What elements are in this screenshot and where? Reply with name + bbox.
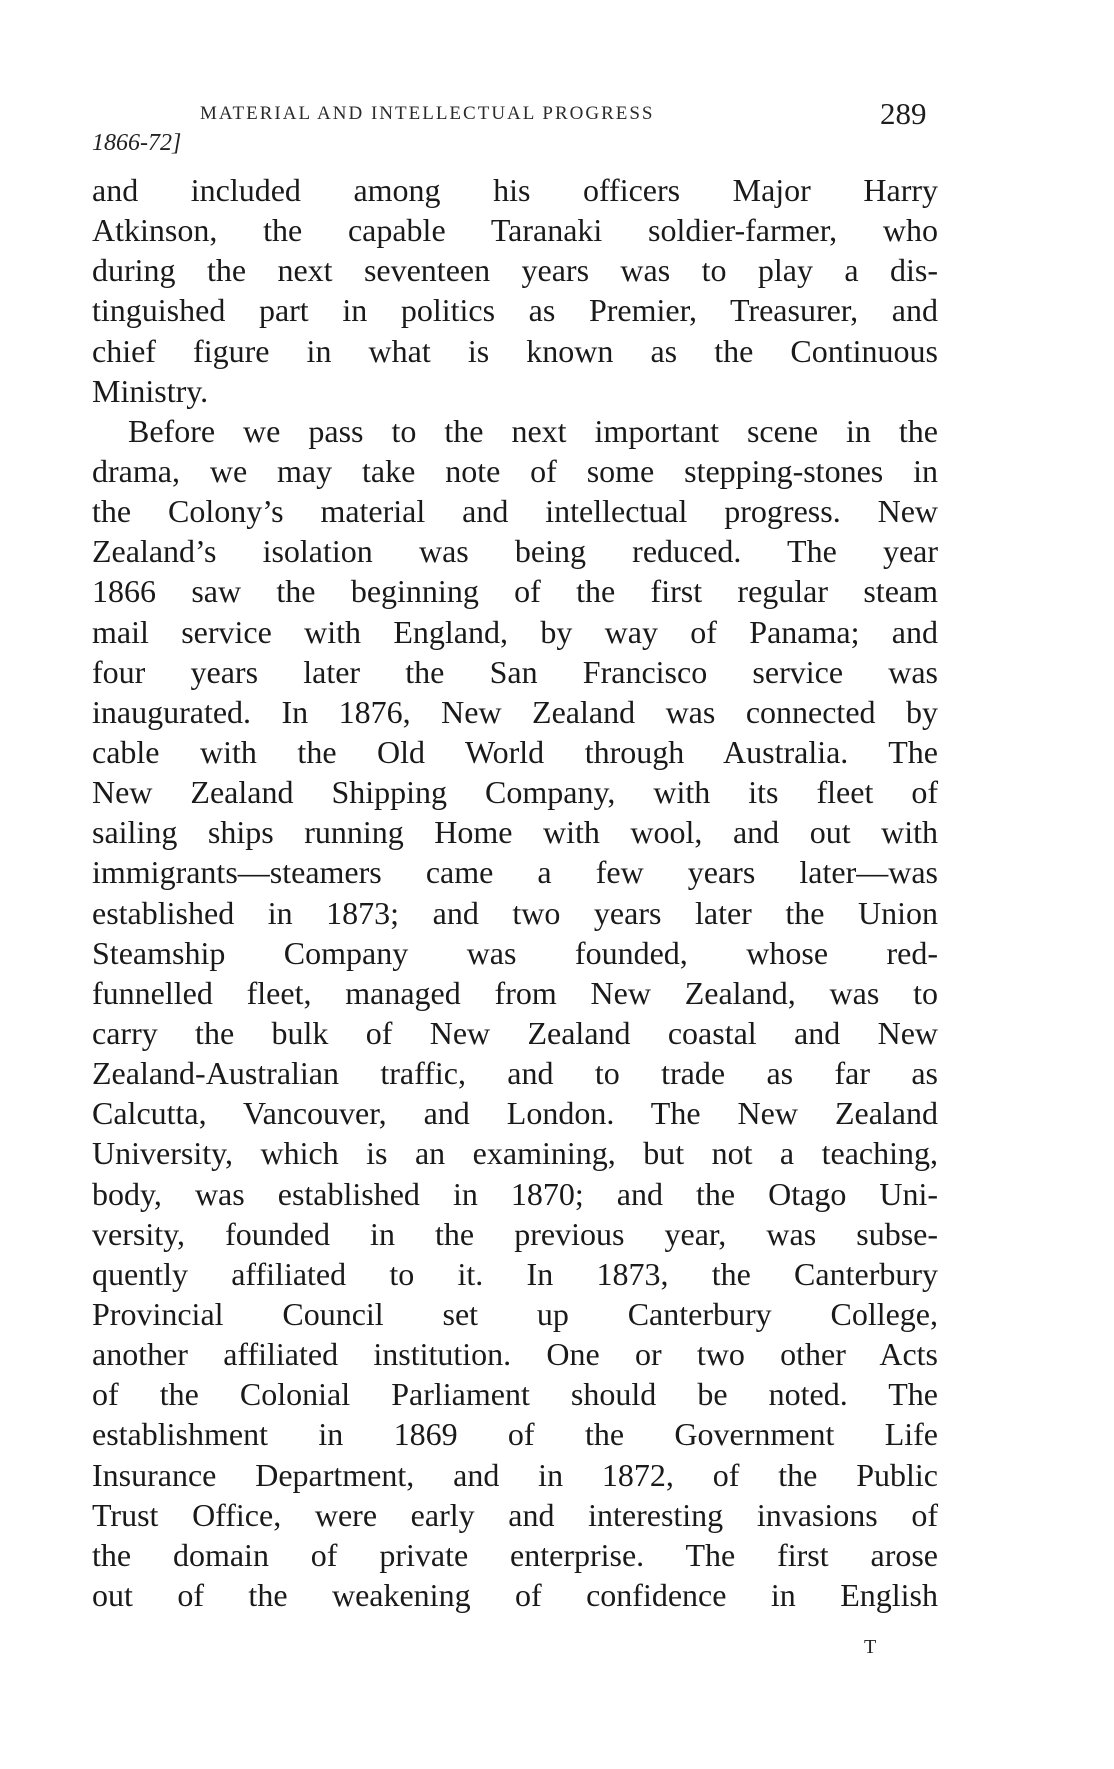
text-line: of the Colonial Parliament should be noted. The bbox=[92, 1376, 938, 1413]
signature-mark: T bbox=[864, 1636, 877, 1658]
page-number: 289 bbox=[880, 96, 927, 131]
text-line: tinguished part in politics as Premier, Treasurer, and bbox=[92, 292, 938, 329]
text-line: cable with the Old World through Australia. The bbox=[92, 733, 938, 770]
text-line: sailing ships running Home with wool, and out with bbox=[92, 814, 938, 851]
text-line: inaugurated. In 1876, New Zealand was connected by bbox=[92, 693, 938, 730]
date-range-marginal: 1866-72] bbox=[92, 130, 182, 156]
text-line: University, which is an examining, but not a teaching, bbox=[92, 1135, 938, 1172]
text-line: Ministry. bbox=[92, 372, 209, 409]
text-line: carry the bulk of New Zealand coastal and New bbox=[92, 1014, 938, 1051]
text-line: Trust Office, were early and interesting invasions of bbox=[92, 1496, 938, 1533]
text-line: Atkinson, the capable Taranaki soldier-farmer, who bbox=[92, 212, 938, 249]
text-line: during the next seventeen years was to play a dis- bbox=[92, 252, 938, 289]
text-line: 1866 saw the beginning of the first regular steam bbox=[92, 573, 938, 610]
text-line: Zealand’s isolation was being reduced. The year bbox=[92, 533, 938, 570]
text-line: Steamship Company was founded, whose red- bbox=[92, 934, 938, 971]
text-line: drama, we may take note of some stepping-stones in bbox=[92, 452, 938, 489]
text-line: body, was established in 1870; and the Otago Uni- bbox=[92, 1175, 938, 1212]
text-line: the domain of private enterprise. The first arose bbox=[92, 1536, 938, 1573]
text-line: the Colony’s material and intellectual progress. New bbox=[92, 493, 938, 530]
text-line: chief figure in what is known as the Continuous bbox=[92, 332, 938, 369]
text-line: New Zealand Shipping Company, with its fleet of bbox=[92, 774, 938, 811]
text-line: four years later the San Francisco service was bbox=[92, 653, 938, 690]
text-line: immigrants—steamers came a few years later—was bbox=[92, 854, 938, 891]
text-line: mail service with England, by way of Panama; and bbox=[92, 613, 938, 650]
text-line: Insurance Department, and in 1872, of the Public bbox=[92, 1456, 938, 1493]
text-line: established in 1873; and two years later the Union bbox=[92, 894, 938, 931]
text-line: and included among his officers Major Harry bbox=[92, 172, 938, 208]
text-line: funnelled fleet, managed from New Zealand, was to bbox=[92, 974, 938, 1011]
body-text bbox=[92, 170, 938, 1615]
text-line: Zealand-Australian traffic, and to trade as far as bbox=[92, 1055, 938, 1092]
text-line: Calcutta, Vancouver, and London. The New Zealand bbox=[92, 1095, 938, 1132]
text-line: quently affiliated to it. In 1873, the Canterbury bbox=[92, 1255, 938, 1292]
text-line: versity, founded in the previous year, was subse- bbox=[92, 1215, 938, 1252]
text-line: another affiliated institution. One or two other Acts bbox=[92, 1336, 938, 1373]
text-line: establishment in 1869 of the Government Life bbox=[92, 1416, 938, 1453]
text-line: out of the weakening of confidence in English bbox=[92, 1576, 938, 1613]
text-line: Before we pass to the next important scene in the bbox=[128, 412, 938, 449]
text-line: Provincial Council set up Canterbury College, bbox=[92, 1295, 938, 1332]
running-head: MATERIAL AND INTELLECTUAL PROGRESS bbox=[200, 103, 655, 124]
